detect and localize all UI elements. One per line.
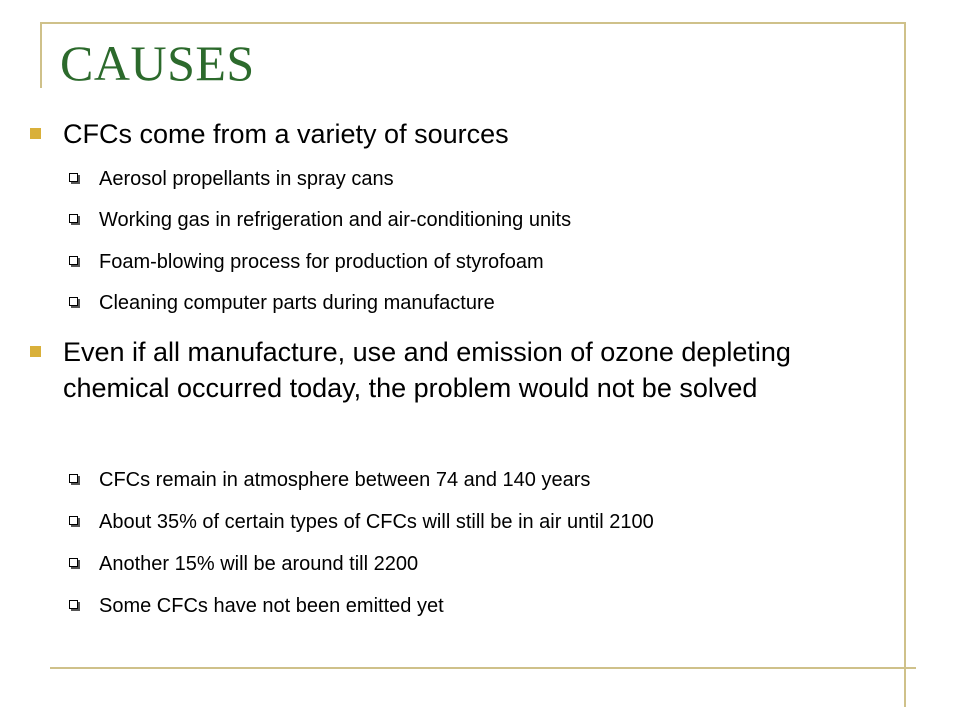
hollow-square-bullet-icon	[69, 600, 78, 609]
main-bullet-text: Even if all manufacture, use and emission of ozone depleting chemical occurred today, the problem would not be solved	[63, 337, 791, 403]
sub-bullet-text: Some CFCs have not been emitted yet	[99, 595, 444, 617]
left-decorative-line	[40, 22, 42, 88]
hollow-square-bullet-icon	[69, 474, 78, 483]
sub-bullet-text: Foam-blowing process for production of styrofoam	[99, 251, 544, 273]
main-bullet-item	[30, 334, 900, 406]
sub-bullet-item	[69, 207, 909, 233]
hollow-square-bullet-icon	[69, 516, 78, 525]
slide-title: CAUSES	[60, 35, 255, 91]
top-decorative-line	[40, 22, 904, 24]
sub-bullet-item	[69, 467, 909, 493]
hollow-square-bullet-icon	[69, 558, 78, 567]
sub-bullet-item	[69, 166, 909, 192]
main-bullet-item	[30, 116, 900, 152]
sub-bullet-item	[69, 290, 909, 316]
sub-bullet-item	[69, 593, 909, 619]
sub-bullet-text: About 35% of certain types of CFCs will still be in air until 2100	[99, 511, 654, 533]
sub-bullet-text: Cleaning computer parts during manufacture	[99, 292, 495, 314]
hollow-square-bullet-icon	[69, 173, 78, 182]
square-bullet-icon	[30, 346, 41, 357]
hollow-square-bullet-icon	[69, 256, 78, 265]
main-bullet-text: CFCs come from a variety of sources	[63, 119, 509, 149]
square-bullet-icon	[30, 128, 41, 139]
hollow-square-bullet-icon	[69, 297, 78, 306]
sub-bullet-text: CFCs remain in atmosphere between 74 and 140 years	[99, 469, 591, 491]
bottom-decorative-line	[50, 667, 916, 669]
sub-bullet-item	[69, 551, 909, 577]
sub-bullet-item	[69, 249, 909, 275]
sub-bullet-text: Another 15% will be around till 2200	[99, 553, 419, 575]
sub-bullet-text: Aerosol propellants in spray cans	[99, 168, 394, 190]
hollow-square-bullet-icon	[69, 214, 78, 223]
sub-bullet-text: Working gas in refrigeration and air-conditioning units	[99, 209, 572, 231]
sub-bullet-item	[69, 509, 909, 535]
